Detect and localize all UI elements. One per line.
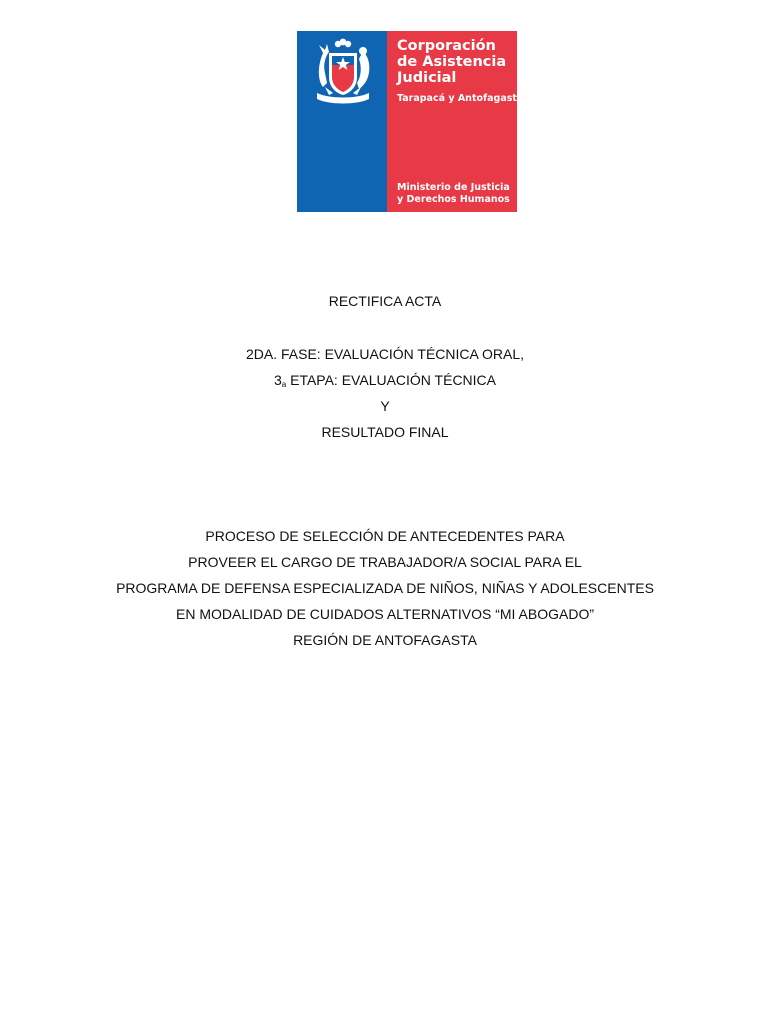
logo-blue-panel — [297, 31, 387, 212]
result-line: RESULTADO FINAL — [321, 424, 449, 440]
ministry-name: Ministerio de Justicia y Derechos Humanos — [397, 182, 510, 205]
chile-coat-of-arms-icon — [305, 37, 379, 109]
process-region-line: REGIÓN DE ANTOFAGASTA — [293, 632, 477, 648]
conjunction-line: Y — [380, 398, 390, 414]
logo-red-panel — [387, 31, 524, 212]
stage-ordinal: a — [281, 380, 287, 389]
stage-text: ETAPA: EVALUACIÓN TÉCNICA — [286, 372, 497, 388]
stage-line — [0, 372, 770, 391]
phase-line: 2DA. FASE: EVALUACIÓN TÉCNICA ORAL, — [245, 346, 524, 362]
process-line: PROGRAMA DE DEFENSA ESPECIALIZADA DE NIÑOS, NIÑAS Y ADOLESCENTES — [116, 580, 654, 596]
process-line: PROVEER EL CARGO DE TRABAJADOR/A SOCIAL PARA EL — [188, 554, 582, 570]
process-line: EN MODALIDAD DE CUIDADOS ALTERNATIVOS “MI ABOGADO” — [176, 606, 594, 622]
organization-name: Corporación de Asistencia Judicial — [397, 38, 507, 86]
stage-number: 3 — [273, 372, 282, 388]
document-title: RECTIFICA ACTA — [328, 293, 442, 309]
organization-region: Tarapacá y Antofagasta — [397, 93, 524, 104]
institution-logo — [297, 31, 524, 212]
process-line: PROCESO DE SELECCIÓN DE ANTECEDENTES PARA — [205, 528, 565, 544]
